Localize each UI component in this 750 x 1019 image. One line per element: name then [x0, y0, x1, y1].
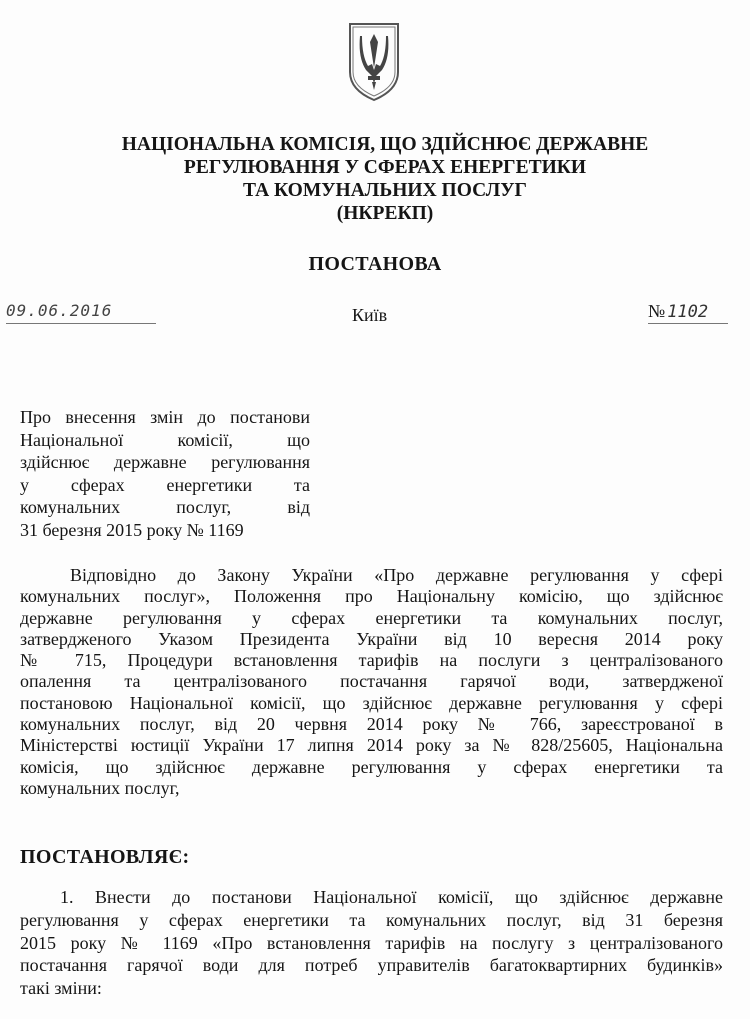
document-city: Київ — [352, 305, 388, 325]
item-line: регулювання у сферах енергетики та комунальних послуг, від 31 березня — [20, 909, 723, 930]
item-1-paragraph — [20, 886, 723, 1000]
agency-name — [60, 133, 710, 225]
agency-line: РЕГУЛЮВАННЯ У СФЕРАХ ЕНЕРГЕТИКИ — [183, 157, 587, 178]
preamble-line: комунальних послуг, від 20 червня 2014 року № 766, зареєстрованої в — [20, 714, 723, 735]
preamble-line: державне регулювання у сферах енергетики та комунальних послуг, — [20, 607, 723, 628]
item-line: 1. Внести до постанови Національної комісії, що здійснює державне — [60, 887, 723, 907]
subject-line: Національної комісії, що — [20, 429, 310, 450]
preamble-line: опалення та централізованого постачання гарячої води, затвердженої — [20, 671, 723, 692]
subject-line: здійснює державне регулювання — [20, 452, 310, 472]
agency-line: ТА КОМУНАЛЬНИХ ПОСЛУГ — [243, 180, 527, 201]
subject-line: 31 березня 2015 року № 1169 — [20, 519, 244, 540]
subject-block — [20, 406, 310, 541]
subject-line: Про внесення змін до постанови — [20, 407, 310, 427]
preamble-line: затвердженого Указом Президента України від 10 вересня 2014 року — [20, 628, 723, 649]
preamble-line: Міністерстві юстиції України 17 липня 2014 року за № 828/25605, Національна — [20, 735, 723, 756]
trident-coat-of-arms-icon — [346, 20, 402, 104]
decree-heading: ПОСТАНОВЛЯЄ: — [20, 846, 190, 868]
number-prefix: № — [648, 301, 666, 321]
preamble-line: постановою Національної комісії, що здійснює державне регулювання у сфері — [20, 692, 723, 713]
agency-line: НАЦІОНАЛЬНА КОМІСІЯ, ЩО ЗДІЙСНЮЄ ДЕРЖАВНЕ — [121, 134, 649, 155]
item-line: такі зміни: — [20, 978, 102, 999]
document-number — [648, 301, 728, 324]
preamble-line: № 715, Процедури встановлення тарифів на послуги з централізованого — [20, 650, 723, 671]
document-date-value: 09.06.2016 — [6, 301, 113, 320]
preamble-line: комунальних послуг, — [20, 777, 180, 798]
subject-line: комунальних послуг, від — [20, 497, 310, 517]
agency-abbreviation: (НКРЕКП) — [336, 203, 434, 224]
document-type-title: ПОСТАНОВА — [308, 253, 442, 275]
document-date — [6, 301, 156, 324]
item-line: 2015 року № 1169 «Про встановлення тарифів на послугу з централізованого — [20, 932, 723, 953]
preamble-paragraph — [20, 565, 723, 799]
subject-line: у сферах енергетики та — [20, 474, 310, 495]
preamble-line: комісія, що здійснює державне регулювання у сферах енергетики та — [20, 756, 723, 777]
preamble-line: Відповідно до Закону України «Про державне регулювання у сфері — [70, 565, 723, 585]
item-line: постачання гарячої води для потреб управителів багатоквартирних будинків» — [20, 955, 723, 976]
number-value: 1102 — [667, 302, 709, 322]
preamble-line: комунальних послуг», Положення про Національну комісію, що здійснює — [20, 586, 723, 607]
